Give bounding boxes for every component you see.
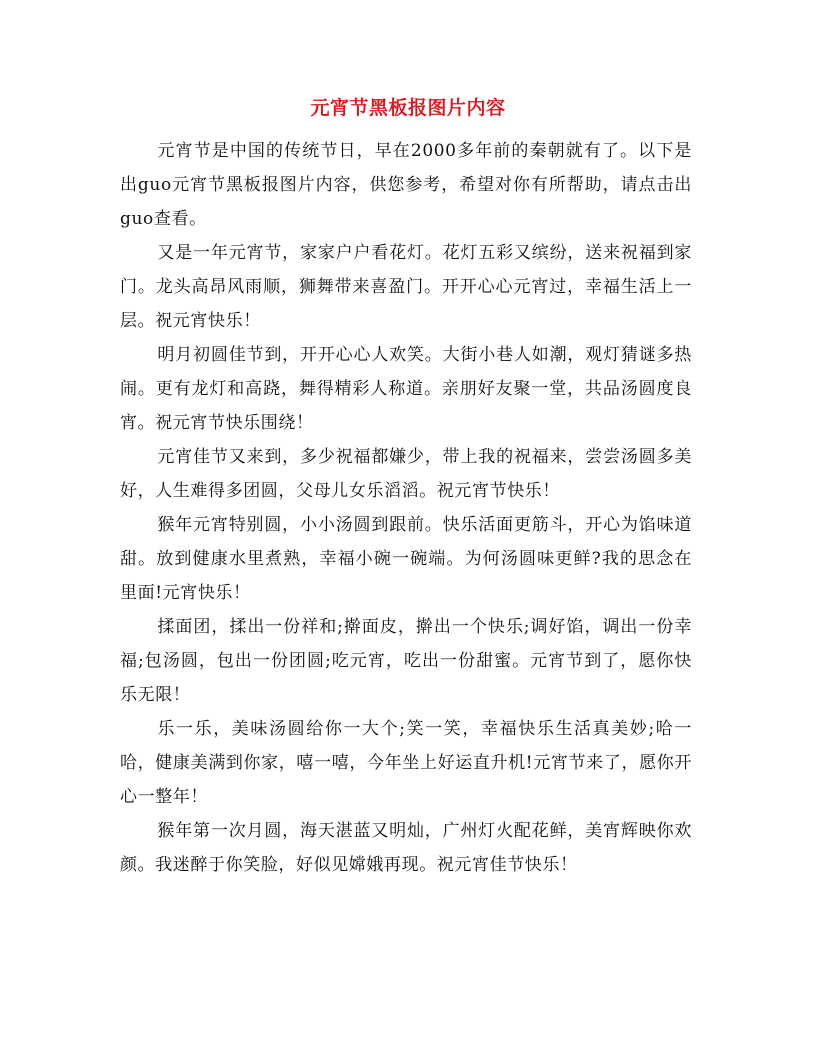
paragraph-4: 猴年元宵特别圆，小小汤圆到跟前。快乐活面更筋斗，开心为馅味道甜。放到健康水里煮熟，幸福小碗一碗端。为何汤圆味更鲜?我的思念在里面!元宵快乐！	[120, 515, 692, 603]
document-title: 元宵节黑板报图片内容	[310, 97, 506, 119]
paragraph-intro: 元宵节是中国的传统节日，早在2000多年前的秦朝就有了。以下是出guo元宵节黑板报图片内容，供您参考，希望对你有所帮助，请点击出guo查看。	[120, 141, 692, 229]
paragraph-2: 明月初圆佳节到，开开心心人欢笑。大街小巷人如潮，观灯猜谜多热闹。更有龙灯和高跷，舞得精彩人称道。亲朋好友聚一堂，共品汤圆度良宵。祝元宵节快乐围绕！	[120, 345, 692, 433]
paragraph-6: 乐一乐，美味汤圆给你一大个;笑一笑，幸福快乐生活真美妙;哈一哈，健康美满到你家，嘻一嘻，今年坐上好运直升机!元宵节来了，愿你开心一整年！	[120, 719, 692, 807]
paragraph-1: 又是一年元宵节，家家户户看花灯。花灯五彩又缤纷，送来祝福到家门。龙头高昂风雨顺，狮舞带来喜盈门。开开心心元宵过，幸福生活上一层。祝元宵快乐！	[120, 243, 692, 331]
paragraph-7: 猴年第一次月圆，海天湛蓝又明灿，广州灯火配花鲜，美宵辉映你欢颜。我迷醉于你笑脸，好似见嫦娥再现。祝元宵佳节快乐！	[120, 821, 692, 875]
paragraph-3: 元宵佳节又来到，多少祝福都嫌少，带上我的祝福来，尝尝汤圆多美好，人生难得多团圆，父母儿女乐滔滔。祝元宵节快乐！	[120, 447, 692, 501]
document-body	[120, 134, 692, 882]
paragraph-5: 揉面团，揉出一份祥和;擀面皮，擀出一个快乐;调好馅，调出一份幸福;包汤圆，包出一份团圆;吃元宵，吃出一份甜蜜。元宵节到了，愿你快乐无限！	[120, 617, 692, 705]
